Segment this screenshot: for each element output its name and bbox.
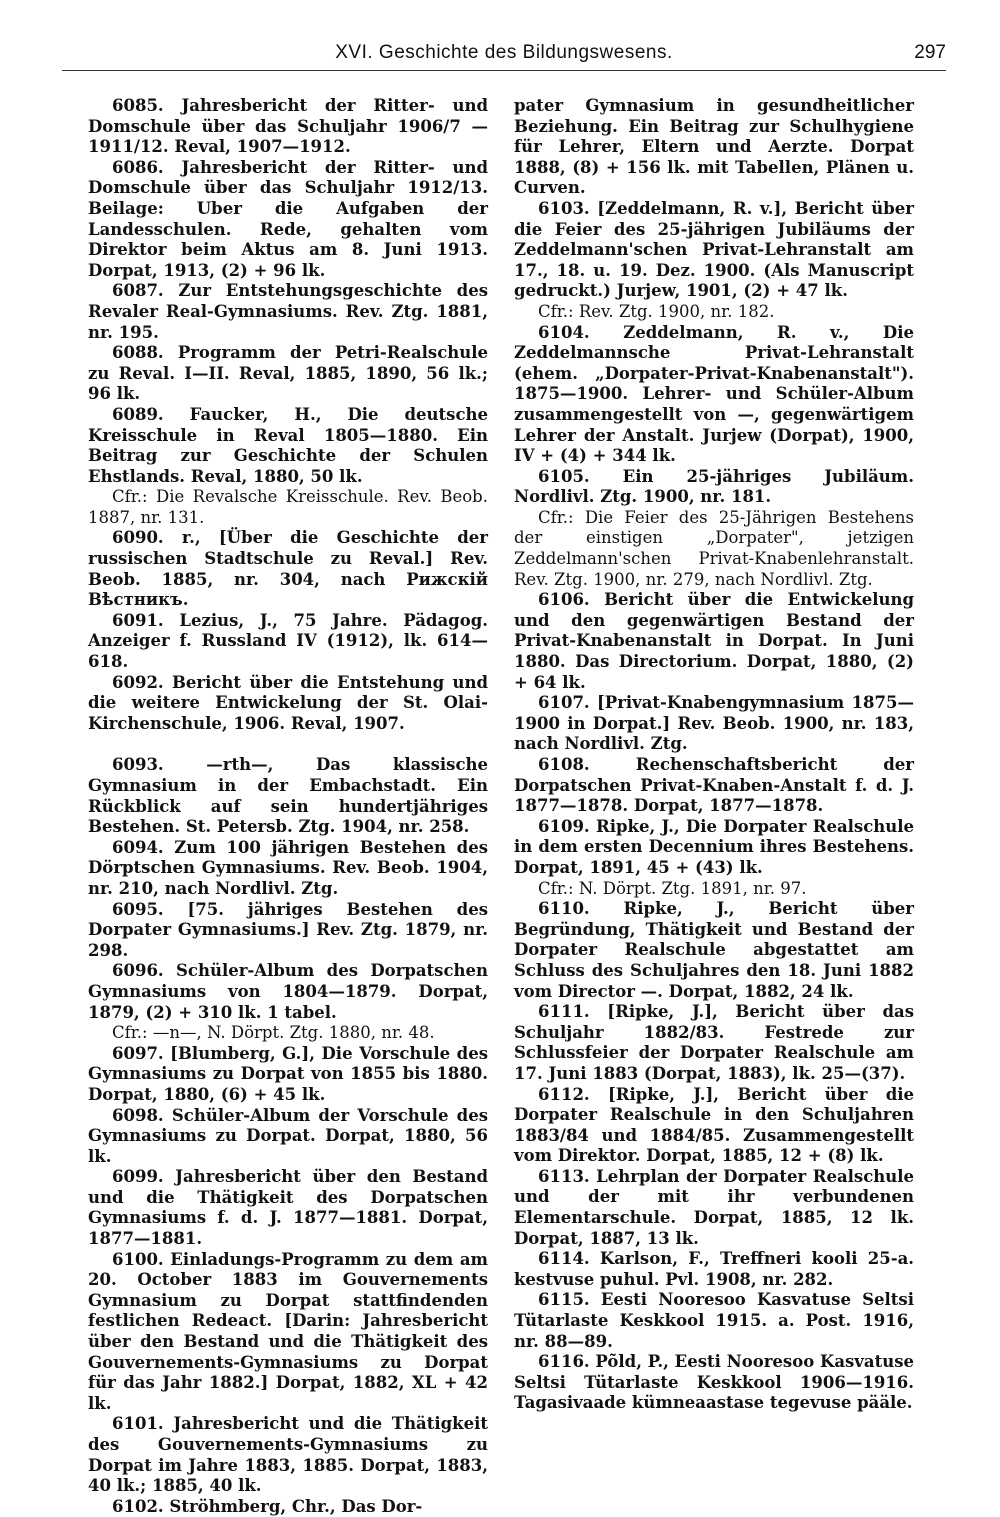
bibliography-entry: 6097. [Blumberg, G.], Die Vorschule des Gymnasiums zu Dorpat von 1855 bis 1880. Dorpat, 1880, (6) + 45 lk. bbox=[88, 1043, 488, 1104]
bibliography-entry: 6086. Jahresbericht der Ritter- und Domschule über das Schuljahr 1912/13. Beilage: Uber die Aufgaben der Landesschulen. Rede, gehalten vom Direktor beim Aktus am 8. Juni 1913. Dorpat, 1913, (2) + 96 lk. bbox=[88, 157, 488, 280]
bibliography-entry: 6108. Rechenschaftsbericht der Dorpatschen Privat-Knaben-Anstalt f. d. J. 1877—1878. Dorpat, 1877—1878. bbox=[514, 755, 914, 816]
bibliography-entry: 6098. Schüler-Album der Vorschule des Gymnasiums zu Dorpat. Dorpat, 1880, 56 lk. bbox=[88, 1105, 488, 1166]
bibliography-entry: 6085. Jahresbericht der Ritter- und Domschule über das Schuljahr 1906/7 — 1911/12. Reval, 1907—1912. bbox=[88, 96, 488, 157]
running-title: XVI. Geschichte des Bildungswesens. bbox=[335, 42, 673, 63]
bibliography-entry: 6106. Bericht über die Entwickelung und den gegenwärtigen Bestand der Privat-Knabenanstalt in Dorpat. In Juni 1880. Das Directorium. Dorpat, 1880, (2) + 64 lk. bbox=[514, 590, 914, 692]
bibliography-entry: 6095. [75. jähriges Bestehen des Dorpater Gymnasiums.] Rev. Ztg. 1879, nr. 298. bbox=[88, 899, 488, 960]
cfr-note: Cfr.: N. Dörpt. Ztg. 1891, nr. 97. bbox=[538, 878, 807, 898]
bibliography-entry: 6116. Põld, P., Eesti Nooresoo Kasvatuse Seltsi Tütarlaste Keskkool 1906—1916. Tagasivaade kümneaastase tegevuse pääle. bbox=[514, 1352, 914, 1413]
cfr-note: Cfr.: —n—, N. Dörpt. Ztg. 1880, nr. 48. bbox=[112, 1023, 435, 1043]
bibliography-entry: 6113. Lehrplan der Dorpater Realschule und der mit ihr verbundenen Elementarschule. Dorpat, 1885, 12 lk. Dorpat, 1887, 13 lk. bbox=[514, 1166, 914, 1248]
bibliography-entry: 6091. Lezius, J., 75 Jahre. Pädagog. Anzeiger f. Russland IV (1912), lk. 614—618. bbox=[88, 610, 488, 672]
bibliography-entry: 6100. Einladungs-Programm zu dem am 20. October 1883 im Gouvernements Gymnasium zu Dorpat stattfindenden festlichen Redeact. [Darin: Jahresbericht über den Bestand und die Thätigkeit des Gouvernements-Gymnasiums zu Dorpat für das Jahr 1882.] Dorpat, 1882, XL + 42 lk. bbox=[88, 1249, 488, 1413]
bibliography-entry: 6109. Ripke, J., Die Dorpater Realschule in dem ersten Decennium ihres Bestehens. Dorpat, 1891, 45 + (43) lk. bbox=[514, 816, 914, 877]
bibliography-entry: 6087. Zur Entstehungsgeschichte des Revaler Real-Gymnasiums. Rev. Ztg. 1881, nr. 195. bbox=[88, 281, 488, 342]
bibliography-entry: 6089. Faucker, H., Die deutsche Kreisschule in Reval 1805—1880. Ein Beitrag zur Geschichte der Schulen Ehstlands. Reval, 1880, 50 lk. bbox=[88, 404, 488, 486]
page-number: 297 bbox=[914, 42, 946, 63]
section-gap bbox=[88, 734, 488, 755]
page-header bbox=[62, 42, 946, 72]
bibliography-entry: 6102. Ströhmberg, Chr., Das Dor- bbox=[112, 1496, 423, 1516]
bibliography-entry: 6092. Bericht über die Entstehung und die weitere Entwickelung der St. Olai-Kirchenschule, 1906. Reval, 1907. bbox=[88, 672, 488, 733]
bibliography-entry: pater Gymnasium in gesundheitlicher Beziehung. Ein Beitrag zur Schulhygiene für Lehrer, Eltern und Aerzte. Dorpat 1888, (8) + 156 lk. mit Tabellen, Plänen u. Curven. bbox=[514, 96, 914, 198]
bibliography-entry: 6094. Zum 100 jährigen Bestehen des Dörptschen Gymnasiums. Rev. Beob. 1904, nr. 210, nach Nordlivl. Ztg. bbox=[88, 837, 488, 898]
bibliography-entry: 6096. Schüler-Album des Dorpatschen Gymnasiums von 1804—1879. Dorpat, 1879, (2) + 310 lk. 1 tabel. bbox=[88, 961, 488, 1022]
bibliography-entry: 6099. Jahresbericht über den Bestand und die Thätigkeit des Dorpatschen Gymnasiums f. d. J. 1877—1881. Dorpat, 1877—1881. bbox=[88, 1167, 488, 1249]
bibliography-entry: 6088. Programm der Petri-Realschule zu Reval. I—II. Reval, 1885, 1890, 56 lk.; 96 lk. bbox=[88, 343, 488, 404]
header-rule bbox=[62, 70, 946, 71]
bibliography-entry: 6104. Zeddelmann, R. v., Die Zeddelmannsche Privat-Lehranstalt (ehem. „Dorpater-Privat-Knabenanstalt"). 1875—1900. Lehrer- und Schüler-Album zusammengestellt von —, gegenwärtigem Lehrer der Anstalt. Jurjew (Dorpat), 1900, IV + (4) + 344 lk. bbox=[514, 322, 914, 466]
bibliography-entry: 6105. Ein 25-jähriges Jubiläum. Nordlivl. Ztg. 1900, nr. 181. bbox=[514, 466, 914, 507]
cfr-note: Cfr.: Rev. Ztg. 1900, nr. 182. bbox=[538, 301, 775, 321]
bibliography-entry: 6107. [Privat-Knabengymnasium 1875—1900 in Dorpat.] Rev. Beob. 1900, nr. 183, nach Nordlivl. Ztg. bbox=[514, 693, 914, 754]
bibliography-entry: 6115. Eesti Nooresoo Kasvatuse Seltsi Tütarlaste Keskkool 1915. a. Post. 1916, nr. 88—89. bbox=[514, 1290, 914, 1351]
bibliography-entry: 6114. Karlson, F., Treffneri kooli 25-a. kestvuse puhul. Pvl. 1908, nr. 282. bbox=[514, 1249, 914, 1289]
bibliography-entry: 6090. r., [Über die Geschichte der russischen Stadtschule zu Reval.] Rev. Beob. 1885, nr. 304, nach Рижскій Вѣстникъ. bbox=[88, 528, 488, 610]
bibliography-entry: 6093. —rth—, Das klassische Gymnasium in der Embachstadt. Ein Rückblick auf sein hundertjähriges Bestehen. St. Petersb. Ztg. 1904, nr. 258. bbox=[88, 755, 488, 837]
bibliography-entry: 6103. [Zeddelmann, R. v.], Bericht über die Feier des 25-jährigen Jubiläums der Zeddelmann'schen Privat-Lehranstalt am 17., 18. u. 19. Dez. 1900. (Als Manuscript gedruckt.) Jurjew, 1901, (2) + 47 lk. bbox=[514, 198, 914, 301]
cfr-note: Cfr.: Die Revalsche Kreisschule. Rev. Beob. 1887, nr. 131. bbox=[88, 487, 488, 527]
left-column bbox=[88, 96, 488, 1517]
right-column bbox=[514, 96, 914, 1414]
cfr-note: Cfr.: Die Feier des 25-Jährigen Bestehens der einstigen „Dorpater", jetzigen Zeddelmann'schen Privat-Knabenlehranstalt. Rev. Ztg. 1900, nr. 279, nach Nordlivl. Ztg. bbox=[514, 507, 914, 589]
bibliography-entry: 6111. [Ripke, J.], Bericht über das Schuljahr 1882/83. Festrede zur Schlussfeier der Dorpater Realschule am 17. Juni 1883 (Dorpat, 1883), lk. 25—(37). bbox=[514, 1002, 914, 1083]
bibliography-entry: 6101. Jahresbericht und die Thätigkeit des Gouvernements-Gymnasiums zu Dorpat im Jahre 1883, 1885. Dorpat, 1883, 40 lk.; 1885, 40 lk. bbox=[88, 1414, 488, 1496]
bibliography-entry: 6112. [Ripke, J.], Bericht über die Dorpater Realschule in den Schuljahren 1883/84 und 1884/85. Zusammengestellt vom Direktor. Dorpat, 1885, 12 + (8) lk. bbox=[514, 1084, 914, 1166]
bibliography-entry: 6110. Ripke, J., Bericht über Begründung, Thätigkeit und Bestand der Dorpater Realschule abgestattet am Schluss des Schuljahres den 18. Juni 1882 vom Director —. Dorpat, 1882, 24 lk. bbox=[514, 899, 914, 1001]
